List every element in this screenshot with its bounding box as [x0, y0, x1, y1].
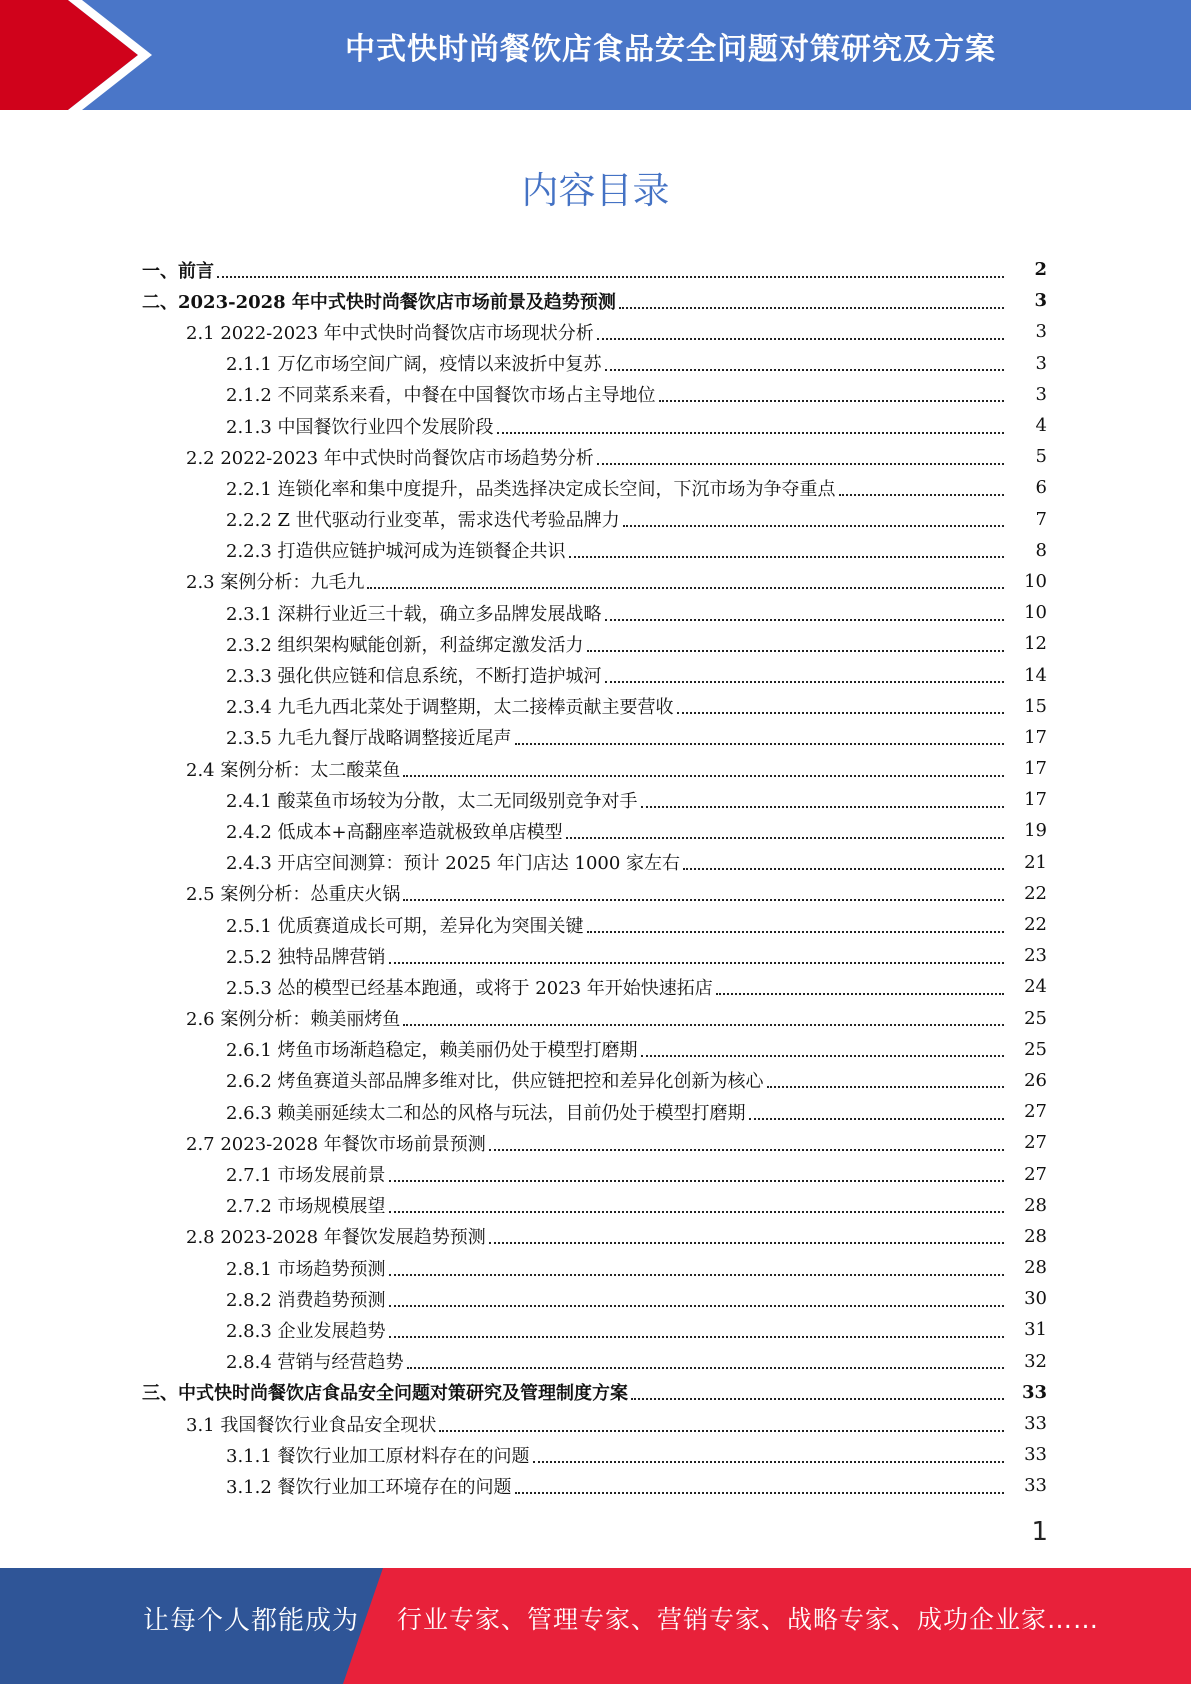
toc-entry[interactable] — [0, 1283, 1191, 1314]
toc-entry-label: 3.1.1 餐饮行业加工原材料存在的问题 — [226, 1445, 530, 1467]
toc-entry[interactable] — [0, 1252, 1191, 1283]
toc-dot-leader — [641, 806, 1004, 808]
toc-entry-label: 2.5.1 优质赛道成长可期，差异化为突围关键 — [226, 915, 584, 937]
toc-entry-page: 25 — [1024, 1007, 1047, 1029]
toc-dot-leader — [439, 1430, 1004, 1432]
toc-entry-page: 28 — [1024, 1225, 1047, 1247]
toc-entry[interactable] — [0, 1127, 1191, 1158]
toc-dot-leader — [515, 743, 1004, 745]
toc-entry[interactable] — [0, 348, 1191, 379]
toc-entry-page: 17 — [1024, 758, 1047, 780]
toc-dot-leader — [489, 1149, 1004, 1151]
toc-entry-label: 2.6.1 烤鱼市场渐趋稳定，赖美丽仍处于模型打磨期 — [226, 1040, 638, 1062]
toc-entry[interactable] — [0, 379, 1191, 410]
toc-dot-leader — [407, 1367, 1004, 1369]
table-of-contents — [0, 254, 1191, 1502]
toc-entry-label: 2.6.3 赖美丽延续太二和怂的风格与玩法，目前仍处于模型打磨期 — [226, 1102, 746, 1124]
toc-entry-label: 二、2023-2028 年中式快时尚餐饮店市场前景及趋势预测 — [142, 291, 616, 313]
toc-dot-leader — [641, 1055, 1004, 1057]
toc-dot-leader — [566, 837, 1004, 839]
toc-dot-leader — [217, 276, 1004, 278]
toc-entry[interactable] — [0, 815, 1191, 846]
toc-entry-label: 2.7 2023-2028 年餐饮市场前景预测 — [186, 1133, 486, 1155]
toc-entry[interactable] — [0, 909, 1191, 940]
toc-entry[interactable] — [0, 722, 1191, 753]
footer-slogan-left: 让每个人都能成为 — [143, 1606, 360, 1636]
toc-entry-page: 33 — [1021, 1381, 1047, 1403]
toc-dot-leader — [533, 1461, 1004, 1463]
toc-entry[interactable] — [0, 784, 1191, 815]
toc-entry-page: 3 — [1035, 352, 1047, 374]
toc-entry-label: 2.1.3 中国餐饮行业四个发展阶段 — [226, 416, 494, 438]
toc-entry[interactable] — [0, 1314, 1191, 1345]
toc-entry[interactable] — [0, 1408, 1191, 1439]
toc-entry[interactable] — [0, 691, 1191, 722]
toc-entry[interactable] — [0, 597, 1191, 628]
toc-entry-page: 6 — [1035, 477, 1047, 499]
toc-entry-label: 3.1.2 餐饮行业加工环境存在的问题 — [226, 1476, 512, 1498]
toc-entry-label: 2.3.4 九毛九西北菜处于调整期，太二接棒贡献主要营收 — [226, 697, 674, 719]
toc-entry-label: 三、中式快时尚餐饮店食品安全问题对策研究及管理制度方案 — [142, 1383, 628, 1405]
toc-entry-label: 2.3.3 强化供应链和信息系统，不断打造护城河 — [226, 666, 602, 688]
toc-dot-leader — [389, 1305, 1004, 1307]
toc-entry-label: 2.5.2 独特品牌营销 — [226, 946, 386, 968]
toc-entry-label: 2.4.2 低成本+高翻座率造就极致单店模型 — [226, 821, 563, 843]
toc-entry-page: 3 — [1034, 290, 1047, 312]
page-number: 1 — [1031, 1517, 1048, 1547]
toc-entry-label: 2.8 2023-2028 年餐饮发展趋势预测 — [186, 1227, 486, 1249]
toc-entry-label: 2.2.2 Z 世代驱动行业变革，需求迭代考验品牌力 — [226, 510, 620, 532]
toc-entry-label: 2.3 案例分析：九毛九 — [186, 572, 365, 594]
toc-entry[interactable] — [0, 285, 1191, 316]
toc-dot-leader — [839, 494, 1004, 496]
toc-dot-leader — [677, 712, 1004, 714]
toc-dot-leader — [587, 650, 1004, 652]
toc-entry-label: 2.5 案例分析：怂重庆火锅 — [186, 884, 401, 906]
toc-entry-label: 一、前言 — [142, 260, 214, 282]
toc-entry-label: 2.8.4 营销与经营趋势 — [226, 1352, 404, 1374]
toc-entry[interactable] — [0, 847, 1191, 878]
toc-entry[interactable] — [0, 1003, 1191, 1034]
toc-entry-label: 2.6 案例分析：赖美丽烤鱼 — [186, 1009, 401, 1031]
toc-dot-leader — [403, 775, 1004, 777]
toc-entry-page: 22 — [1024, 882, 1047, 904]
toc-dot-leader — [716, 993, 1004, 995]
toc-entry[interactable] — [0, 1096, 1191, 1127]
toc-entry-label: 2.1.1 万亿市场空间广阔，疫情以来波折中复苏 — [226, 354, 602, 376]
toc-entry-label: 3.1 我国餐饮行业食品安全现状 — [186, 1414, 437, 1436]
toc-entry-page: 22 — [1024, 914, 1047, 936]
toc-entry-label: 2.1.2 不同菜系来看，中餐在中国餐饮市场占主导地位 — [226, 385, 656, 407]
toc-entry-page: 21 — [1024, 851, 1047, 873]
toc-dot-leader — [389, 1274, 1004, 1276]
toc-entry[interactable] — [0, 1034, 1191, 1065]
toc-entry[interactable] — [0, 316, 1191, 347]
toc-entry[interactable] — [0, 535, 1191, 566]
toc-entry-page: 24 — [1024, 976, 1047, 998]
toc-entry-label: 2.8.2 消费趋势预测 — [226, 1289, 386, 1311]
toc-entry[interactable] — [0, 659, 1191, 690]
document-header-title: 中式快时尚餐饮店食品安全问题对策研究及方案 — [345, 32, 996, 67]
toc-entry-page: 27 — [1024, 1163, 1047, 1185]
toc-entry[interactable] — [0, 254, 1191, 285]
toc-entry-page: 28 — [1024, 1194, 1047, 1216]
toc-entry-page: 2 — [1034, 259, 1047, 281]
toc-entry-label: 2.2.1 连锁化率和集中度提升，品类选择决定成长空间，下沉市场为争夺重点 — [226, 478, 836, 500]
toc-entry-page: 3 — [1035, 321, 1047, 343]
toc-entry-page: 25 — [1024, 1038, 1047, 1060]
toc-entry[interactable] — [0, 628, 1191, 659]
toc-entry-page: 4 — [1035, 415, 1047, 437]
toc-dot-leader — [389, 1180, 1004, 1182]
toc-entry-page: 33 — [1024, 1413, 1047, 1435]
toc-entry-label: 2.3.1 深耕行业近三十载，确立多品牌发展战略 — [226, 603, 602, 625]
toc-dot-leader — [749, 1118, 1004, 1120]
toc-entry-page: 27 — [1024, 1101, 1047, 1123]
toc-entry-page: 8 — [1035, 539, 1047, 561]
toc-entry-label: 2.3.2 组织架构赋能创新，利益绑定激发活力 — [226, 634, 584, 656]
toc-entry-label: 2.7.2 市场规模展望 — [226, 1196, 386, 1218]
toc-entry[interactable] — [0, 971, 1191, 1002]
toc-entry-label: 2.5.3 怂的模型已经基本跑通，或将于 2023 年开始快速拓店 — [226, 977, 713, 999]
toc-entry-label: 2.1 2022-2023 年中式快时尚餐饮店市场现状分析 — [186, 322, 594, 344]
toc-entry-page: 33 — [1024, 1475, 1047, 1497]
toc-entry-label: 2.2.3 打造供应链护城河成为连锁餐企共识 — [226, 541, 566, 563]
toc-entry[interactable] — [0, 441, 1191, 472]
toc-entry[interactable] — [0, 472, 1191, 503]
toc-entry[interactable] — [0, 504, 1191, 535]
toc-entry-page: 32 — [1024, 1350, 1047, 1372]
toc-entry-page: 5 — [1035, 446, 1047, 468]
toc-dot-leader — [659, 400, 1004, 402]
toc-dot-leader — [631, 1398, 1004, 1400]
toc-entry-label: 2.4.3 开店空间测算：预计 2025 年门店达 1000 家左右 — [226, 853, 681, 875]
toc-entry[interactable] — [0, 410, 1191, 441]
toc-dot-leader — [605, 369, 1004, 371]
toc-entry-page: 15 — [1024, 695, 1047, 717]
toc-dot-leader — [489, 1242, 1004, 1244]
toc-dot-leader — [389, 1211, 1004, 1213]
toc-entry-page: 14 — [1024, 664, 1047, 686]
toc-entry[interactable] — [0, 1346, 1191, 1377]
toc-entry-page: 31 — [1024, 1319, 1047, 1341]
toc-dot-leader — [367, 587, 1004, 589]
toc-entry-page: 12 — [1024, 633, 1047, 655]
toc-entry-page: 27 — [1024, 1132, 1047, 1154]
toc-entry-page: 23 — [1024, 945, 1047, 967]
toc-entry-label: 2.3.5 九毛九餐厅战略调整接近尾声 — [226, 728, 512, 750]
toc-dot-leader — [619, 307, 1004, 309]
toc-entry-label: 2.8.1 市场趋势预测 — [226, 1258, 386, 1280]
toc-entry-page: 26 — [1024, 1069, 1047, 1091]
toc-dot-leader — [587, 931, 1004, 933]
toc-entry-label: 2.7.1 市场发展前景 — [226, 1165, 386, 1187]
toc-dot-leader — [403, 1024, 1004, 1026]
toc-dot-leader — [683, 868, 1004, 870]
toc-entry-page: 19 — [1024, 820, 1047, 842]
toc-entry-page: 30 — [1024, 1288, 1047, 1310]
toc-entry[interactable] — [0, 940, 1191, 971]
footer-slogan-right: 行业专家、管理专家、营销专家、战略专家、成功企业家…… — [397, 1605, 1100, 1634]
toc-entry[interactable] — [0, 1065, 1191, 1096]
toc-dot-leader — [569, 556, 1004, 558]
toc-entry-page: 17 — [1024, 789, 1047, 811]
toc-entry-page: 33 — [1024, 1444, 1047, 1466]
toc-entry-label: 2.6.2 烤鱼赛道头部品牌多维对比，供应链把控和差异化创新为核心 — [226, 1071, 764, 1093]
toc-title: 内容目录 — [521, 169, 670, 212]
toc-entry-label: 2.4.1 酸菜鱼市场较为分散，太二无同级别竞争对手 — [226, 790, 638, 812]
toc-entry[interactable] — [0, 1190, 1191, 1221]
toc-entry-page: 28 — [1024, 1257, 1047, 1279]
toc-dot-leader — [605, 681, 1004, 683]
header-banner — [0, 0, 1191, 110]
toc-entry[interactable] — [0, 878, 1191, 909]
toc-dot-leader — [767, 1086, 1004, 1088]
toc-dot-leader — [389, 962, 1004, 964]
toc-dot-leader — [497, 432, 1004, 434]
toc-dot-leader — [597, 338, 1004, 340]
toc-entry-page: 10 — [1024, 602, 1047, 624]
toc-entry-label: 2.4 案例分析：太二酸菜鱼 — [186, 759, 401, 781]
toc-entry-page: 7 — [1035, 508, 1047, 530]
toc-dot-leader — [623, 525, 1004, 527]
toc-entry[interactable] — [0, 753, 1191, 784]
toc-entry[interactable] — [0, 1221, 1191, 1252]
toc-dot-leader — [403, 899, 1004, 901]
toc-dot-leader — [605, 619, 1004, 621]
toc-entry[interactable] — [0, 1377, 1191, 1408]
toc-entry[interactable] — [0, 566, 1191, 597]
toc-entry-page: 3 — [1035, 383, 1047, 405]
toc-entry[interactable] — [0, 1158, 1191, 1189]
toc-dot-leader — [515, 1492, 1004, 1494]
toc-entry-page: 10 — [1024, 570, 1047, 592]
toc-entry-label: 2.8.3 企业发展趋势 — [226, 1320, 386, 1342]
toc-entry-label: 2.2 2022-2023 年中式快时尚餐饮店市场趋势分析 — [186, 447, 594, 469]
toc-dot-leader — [389, 1336, 1004, 1338]
toc-entry[interactable] — [0, 1470, 1191, 1501]
toc-dot-leader — [597, 463, 1004, 465]
toc-entry-page: 17 — [1024, 726, 1047, 748]
toc-entry[interactable] — [0, 1439, 1191, 1470]
